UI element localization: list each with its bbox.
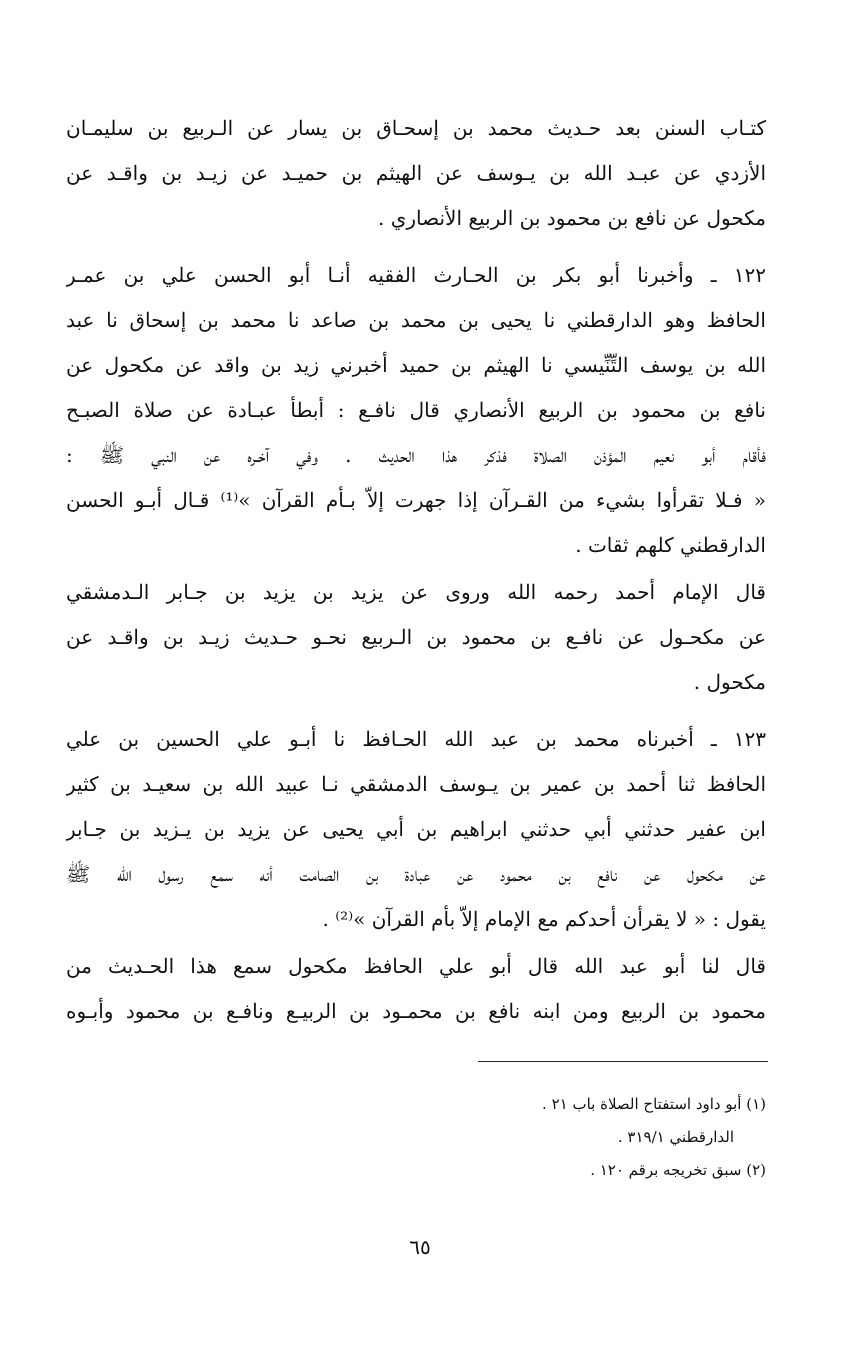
text-line: كتـاب السنن بعد حـديث محمد بن إسحـاق بن يسار عن الـربيع بن سليمـان: [66, 116, 766, 140]
text-line: عن مكحـول عن نافـع بن محمود بن الـربيع نحـو حـديث زيـد بن واقـد عن: [66, 625, 766, 649]
paragraph-1: [66, 106, 766, 241]
paragraph-2-hadith-122: [66, 253, 766, 568]
footnote-1-continued: الدارقطني ٣١٩/١ .: [617, 1128, 734, 1146]
text-line: يقول : « لا يقرأن أحدكم مع الإمام إلاّ بأم القرآن »⁽²⁾ .: [322, 907, 766, 931]
text-line: مكحول .: [693, 670, 766, 694]
text-line: مكحول عن نافع بن محمود بن الربيع الأنصاري .: [378, 206, 766, 230]
footnote-2: (٢) سبق تخريجه برقم ١٢٠ .: [590, 1161, 766, 1179]
text-line: قال لنا أبو عبد الله قال أبو علي الحافظ مكحول سمع هذا الحـديث من: [66, 954, 766, 978]
text-line: قال الإمام أحمد رحمه الله وروى عن يزيد بن يزيد بن جـابر الـدمشقي: [66, 580, 766, 604]
text-line: ابن عفير حدثني أبي حدثني ابراهيم بن أبي يحيى عن يزيد بن يـزيد بن جـابر: [66, 817, 766, 841]
footnote-divider: [478, 1061, 768, 1062]
paragraph-5: [66, 944, 766, 1034]
paragraph-4-hadith-123: [66, 717, 766, 942]
text-line: الحافظ ثنا أحمد بن عمير بن يـوسف الدمشقي نـا عبيد الله بن سعيـد بن كثير: [66, 772, 766, 796]
text-line: فأقام أبو نعيم المؤذن الصلاة فذكر هذا الحديث . وفي آخـره عن النبي ﷺ :: [66, 443, 766, 467]
page-number: ٦٥: [409, 1235, 431, 1259]
text-line: « فـلا تقرأوا بشيء من القـرآن إذا جهرت إلاّ بـأم القرآن »⁽¹⁾ قـال أبـو الحسن: [66, 488, 766, 512]
text-line: الدارقطني كلهم ثقات .: [575, 533, 766, 557]
text-line: عن مكحول عن نافع بن محمود عن عبادة بن الصامت أنه سمع رسول الله ﷺ: [66, 862, 766, 886]
text-line: ١٢٣ ـ أخبرناه محمد بن عبد الله الحـافظ نا أبـو علي الحسين بن علي: [66, 727, 766, 751]
footnote-1: (١) أبو داود استفتاح الصلاة باب ٢١ .: [542, 1095, 766, 1113]
text-line: محمود بن الربيع ومن ابنه نافع بن محمـود بن الربيـع ونافـع بن محمود وأبـوه: [66, 999, 766, 1023]
text-line: الحافظ وهو الدارقطني نا يحيى بن محمد بن صاعد نا محمد بن إسحاق نا عبد: [66, 308, 766, 332]
text-line: الأزدي عن عبـد الله بن يـوسف عن الهيثم بن حميـد عن زيـد بن واقـد عن: [66, 161, 766, 185]
text-line: نافع بن محمود بن الربيع الأنصاري قال نافـع : أبطأ عبـادة عن صلاة الصبـح: [66, 398, 766, 422]
paragraph-3: [66, 570, 766, 705]
footnotes: [300, 1088, 766, 1187]
text-line: ١٢٢ ـ وأخبرنا أبو بكر بن الحـارث الفقيه أنـا أبو الحسن علي بن عمـر: [66, 263, 766, 287]
text-line: الله بن يوسف التِّنِّيسي نا الهيثم بن حميد أخبرني زيد بن واقد عن مكحول عن: [66, 353, 766, 377]
